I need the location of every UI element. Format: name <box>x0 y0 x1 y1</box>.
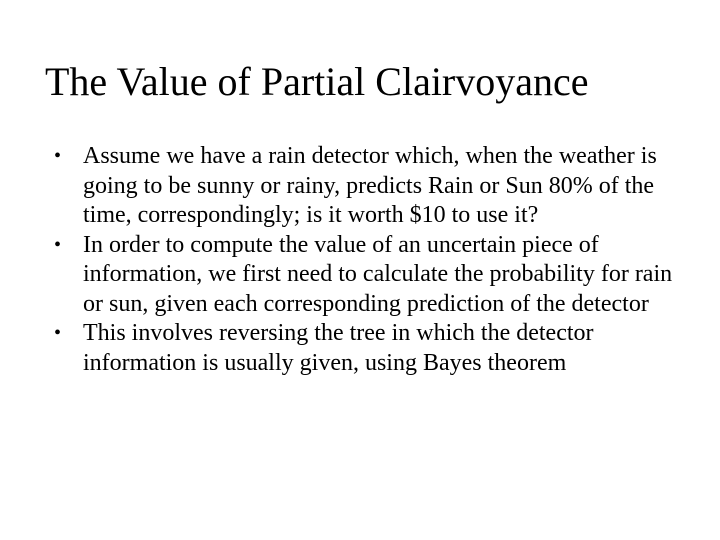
bullet-marker: • <box>54 145 62 167</box>
bullet-marker: • <box>54 322 62 344</box>
bullet-text: This involves reversing the tree in which the detector information is usually given, using Bayes theorem <box>83 320 594 376</box>
bullet-item <box>54 319 674 378</box>
bullet-list <box>54 142 674 378</box>
bullet-text: Assume we have a rain detector which, when the weather is going to be sunny or rainy, predicts Rain or Sun 80% of the time, correspondingly; is it worth $10 to use it? <box>83 143 657 228</box>
bullet-item <box>54 142 674 231</box>
bullet-text: In order to compute the value of an uncertain piece of information, we first need to calculate the probability for rain or sun, given each corresponding prediction of the detector <box>83 231 673 317</box>
bullet-marker: • <box>54 233 62 256</box>
bullet-item <box>54 231 674 320</box>
slide-title: The Value of Partial Clairvoyance <box>45 59 589 104</box>
